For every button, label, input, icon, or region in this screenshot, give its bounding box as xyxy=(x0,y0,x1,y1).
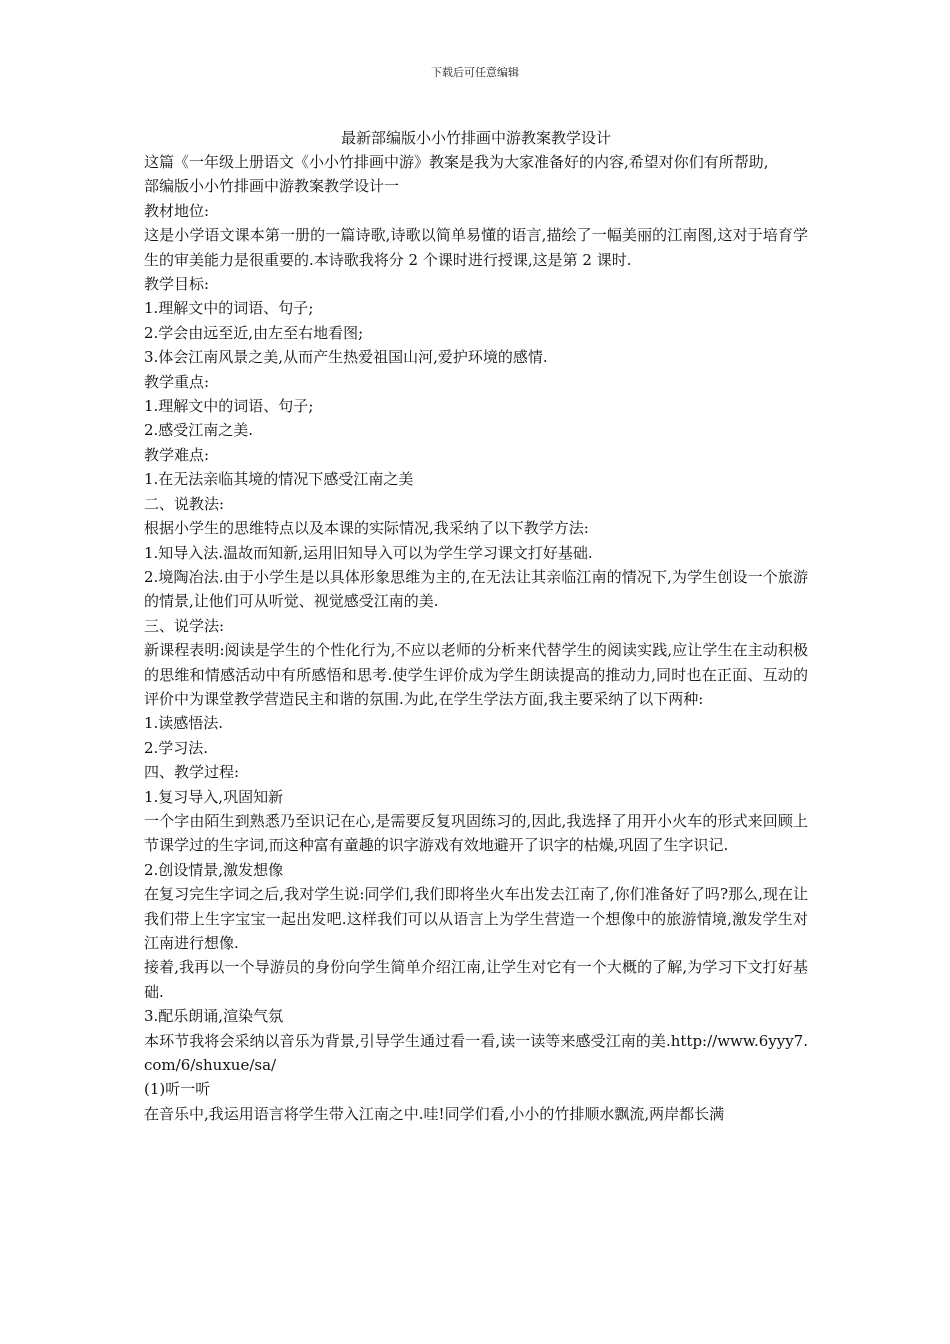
paragraph: 接着,我再以一个导游员的身份向学生简单介绍江南,让学生对它有一个大概的了解,为学习下文打好基础. xyxy=(144,958,808,1001)
paragraph: 2.学习法. xyxy=(144,738,209,757)
paragraph: 3.配乐朗诵,渲染气氛 xyxy=(144,1007,284,1026)
paragraph: 2.感受江南之美. xyxy=(144,421,254,440)
paragraph: 1.理解文中的词语、句子; xyxy=(144,299,314,318)
paragraph: (1)听一听 xyxy=(144,1080,211,1099)
paragraph: 三、说学法: xyxy=(144,616,225,635)
paragraph: 部编版小小竹排画中游教案教学设计一 xyxy=(144,177,400,196)
paragraph: 1.知导入法.温故而知新,运用旧知导入可以为学生学习课文打好基础. xyxy=(144,543,593,562)
paragraph: 教学重点: xyxy=(144,372,210,391)
paragraph: 教学难点: xyxy=(144,445,210,464)
paragraph: 根据小学生的思维特点以及本课的实际情况,我采纳了以下教学方法: xyxy=(144,519,589,538)
document-body xyxy=(144,126,808,1126)
paragraph: 一个字由陌生到熟悉乃至识记在心,是需要反复巩固练习的,因此,我选择了用开小火车的形式来回顾上节课学过的生字词,而这种富有童趣的识字游戏有效地避开了识字的枯燥,巩固了生字识记. xyxy=(144,811,808,855)
paragraph: 在音乐中,我运用语言将学生带入江南之中.哇!同学们看,小小的竹排顺水飘流,两岸都长满 xyxy=(144,1104,725,1123)
paragraph: 2.创设情景,激发想像 xyxy=(144,860,284,879)
paragraph: 1.复习导入,巩固知新 xyxy=(144,787,284,806)
paragraph: 2.境陶冶法.由于小学生是以具体形象思维为主的,在无法让其亲临江南的情况下,为学生创设一个旅游的情景,让他们可从听觉、视觉感受江南的美. xyxy=(144,567,808,611)
paragraph: 在复习完生字词之后,我对学生说:同学们,我们即将坐火车出发去江南了,你们准备好了吗?那么,现在让我们带上生字宝宝一起出发吧.这样我们可以从语言上为学生营造一个想像中的旅游情境,激发学生对江南进行想像. xyxy=(144,885,808,952)
paragraph: 1.在无法亲临其境的情况下感受江南之美 xyxy=(144,470,414,489)
paragraph: 新课程表明:阅读是学生的个性化行为,不应以老师的分析来代替学生的阅读实践,应让学生在主动积极的思维和情感活动中有所感悟和思考.使学生评价成为学生朗读提高的推动力,同时也在正面、互动的评价中为课堂教学营造民主和谐的氛围.为此,在学生学法方面,我主要采纳了以下两种: xyxy=(144,641,808,708)
paragraph-list xyxy=(144,150,808,1126)
paragraph: 3.体会江南风景之美,从而产生热爱祖国山河,爱护环境的感情. xyxy=(144,348,548,367)
paragraph: 1.理解文中的词语、句子; xyxy=(144,397,314,416)
paragraph: 本环节我将会采纳以音乐为背景,引导学生通过看一看,读一读等来感受江南的美.http://www.6yyy7.com/6/shuxue/sa/ xyxy=(144,1031,808,1075)
header-note: 下载后可任意编辑 xyxy=(431,66,519,79)
paragraph: 1.读感悟法. xyxy=(144,714,224,733)
paragraph: 这篇《一年级上册语文《小小竹排画中游》教案是我为大家准备好的内容,希望对你们有所帮助, xyxy=(144,153,769,171)
paragraph: 教学目标: xyxy=(144,275,210,294)
paragraph: 教材地位: xyxy=(144,201,210,220)
paragraph: 2.学会由远至近,由左至右地看图; xyxy=(144,323,364,342)
paragraph: 四、教学过程: xyxy=(144,763,240,782)
paragraph: 二、说教法: xyxy=(144,494,225,513)
document-title: 最新部编版小小竹排画中游教案教学设计 xyxy=(340,129,611,147)
paragraph: 这是小学语文课本第一册的一篇诗歌,诗歌以简单易懂的语言,描绘了一幅美丽的江南图,这对于培育学生的审美能力是很重要的.本诗歌我将分 2 个课时进行授课,这是第 2 课时. xyxy=(144,226,808,269)
